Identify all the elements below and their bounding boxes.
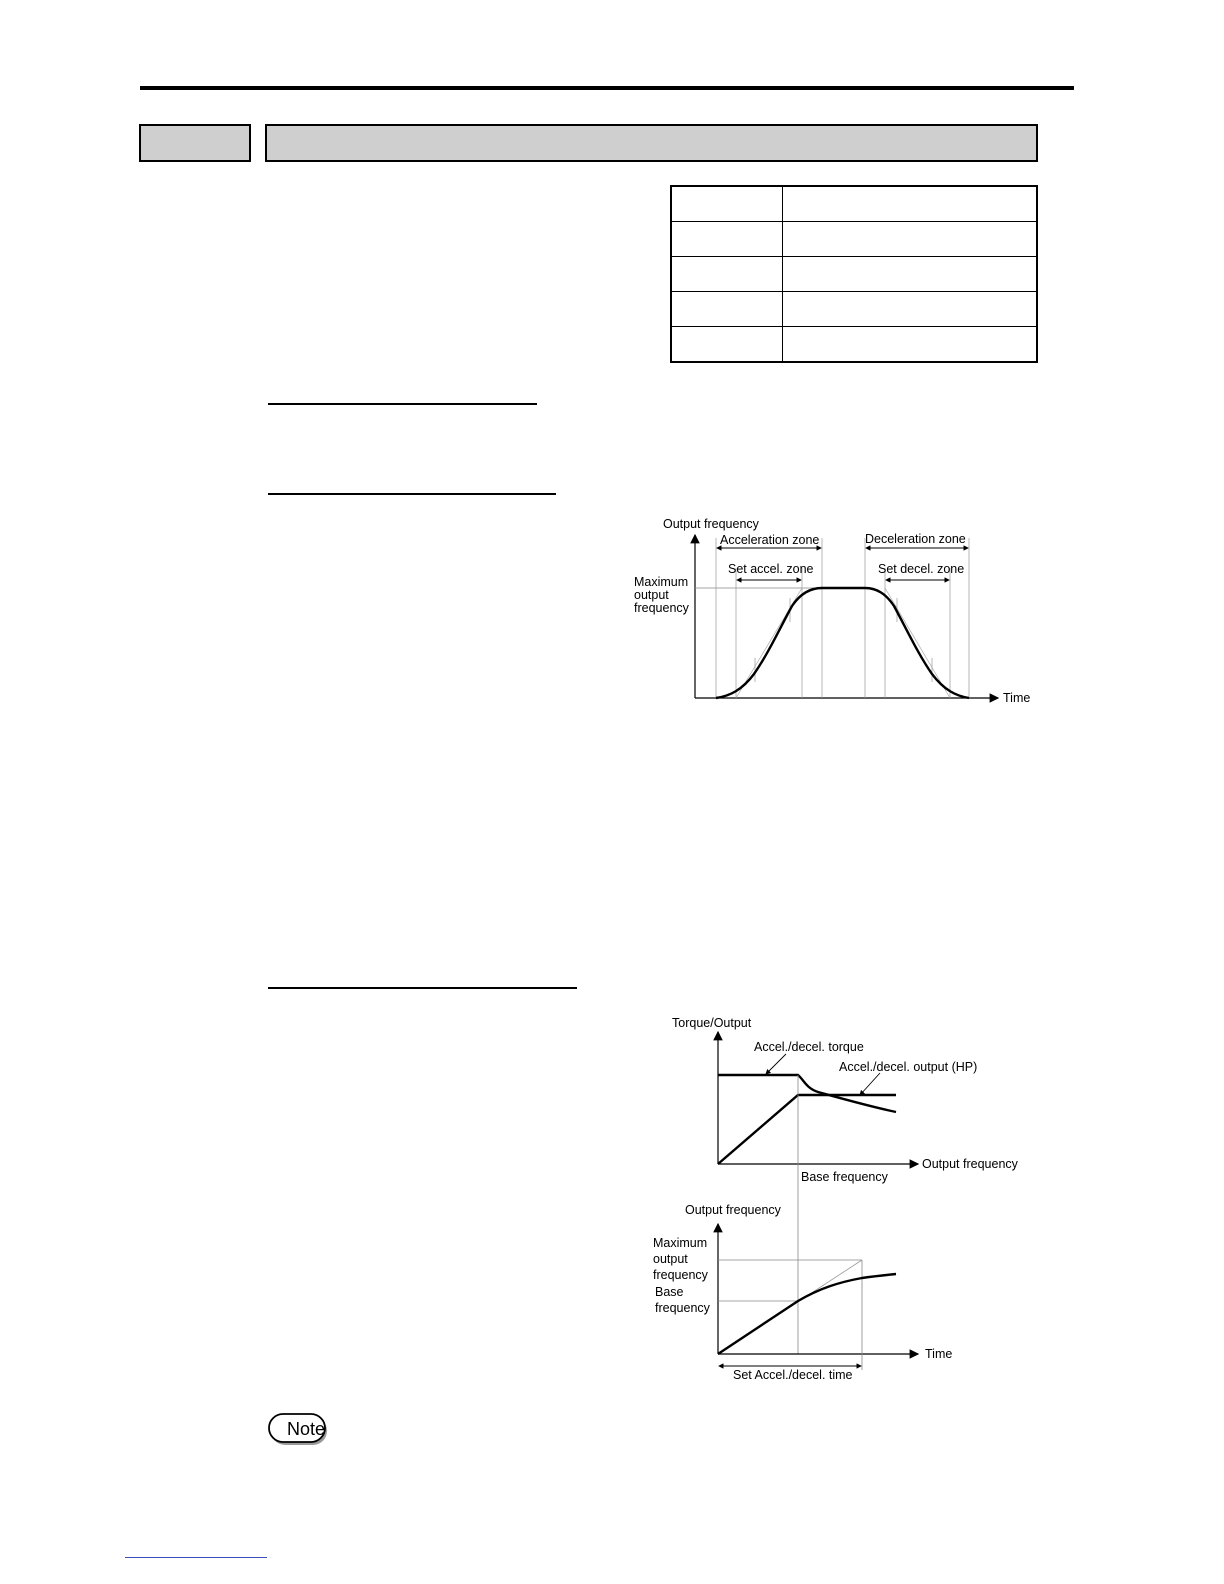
table-row	[671, 186, 1037, 222]
table-cell	[783, 186, 1038, 222]
base-frequency-label: Base	[655, 1285, 684, 1299]
table-cell	[671, 257, 783, 292]
s-curve-accel-decel-figure	[620, 510, 1040, 715]
section-heading-underline	[268, 493, 556, 495]
table-row	[671, 292, 1037, 327]
max-frequency-label: output	[634, 588, 669, 602]
parameter-table	[670, 185, 1038, 363]
linear-decel-reference	[885, 588, 950, 698]
table-row	[671, 327, 1037, 363]
upper-y-axis-label: Torque/Output	[672, 1016, 752, 1030]
function-code-box	[139, 124, 251, 162]
top-rule	[140, 86, 1074, 90]
section-heading-underline	[268, 403, 537, 405]
note-label: Note	[287, 1419, 326, 1439]
table-row	[671, 257, 1037, 292]
max-frequency-label: output	[653, 1252, 688, 1266]
note-icon	[268, 1412, 330, 1448]
function-title-box	[265, 124, 1038, 162]
y-axis-label: Output frequency	[663, 517, 759, 531]
base-frequency-label: frequency	[655, 1301, 710, 1315]
accel-decel-torque-curve	[718, 1075, 896, 1112]
torque-leader	[766, 1054, 786, 1074]
table-cell	[783, 222, 1038, 257]
table-row	[671, 222, 1037, 257]
lower-x-axis-label: Time	[925, 1347, 953, 1361]
set-accel-zone-label: Set accel. zone	[728, 562, 814, 576]
set-time-label: Set Accel./decel. time	[733, 1368, 853, 1382]
max-frequency-label: frequency	[634, 601, 689, 615]
curvilinear-frequency-curve	[718, 1274, 896, 1354]
table-cell	[671, 292, 783, 327]
table-cell	[783, 292, 1038, 327]
footer-link-line	[125, 1557, 267, 1558]
output-label: Accel./decel. output (HP)	[839, 1060, 978, 1074]
table-cell	[783, 327, 1038, 363]
section-heading-underline	[268, 987, 577, 989]
x-axis-label: Time	[1003, 691, 1031, 705]
max-frequency-label: frequency	[653, 1268, 708, 1282]
decel-zone-label: Deceleration zone	[865, 532, 966, 546]
curvilinear-accel-decel-figure	[640, 1010, 1040, 1390]
table-cell	[671, 222, 783, 257]
upper-x-axis-label: Output frequency	[922, 1157, 1018, 1171]
output-leader	[860, 1073, 880, 1095]
table-cell	[671, 327, 783, 363]
set-decel-zone-label: Set decel. zone	[878, 562, 965, 576]
max-frequency-label: Maximum	[634, 575, 689, 589]
torque-label: Accel./decel. torque	[754, 1040, 864, 1054]
lower-y-axis-label: Output frequency	[685, 1203, 781, 1217]
base-frequency-label: Base frequency	[801, 1170, 888, 1184]
s-curve-output-line	[716, 588, 969, 698]
max-frequency-label: Maximum	[653, 1236, 708, 1250]
accel-zone-label: Acceleration zone	[720, 533, 820, 547]
table-cell	[671, 186, 783, 222]
table-cell	[783, 257, 1038, 292]
